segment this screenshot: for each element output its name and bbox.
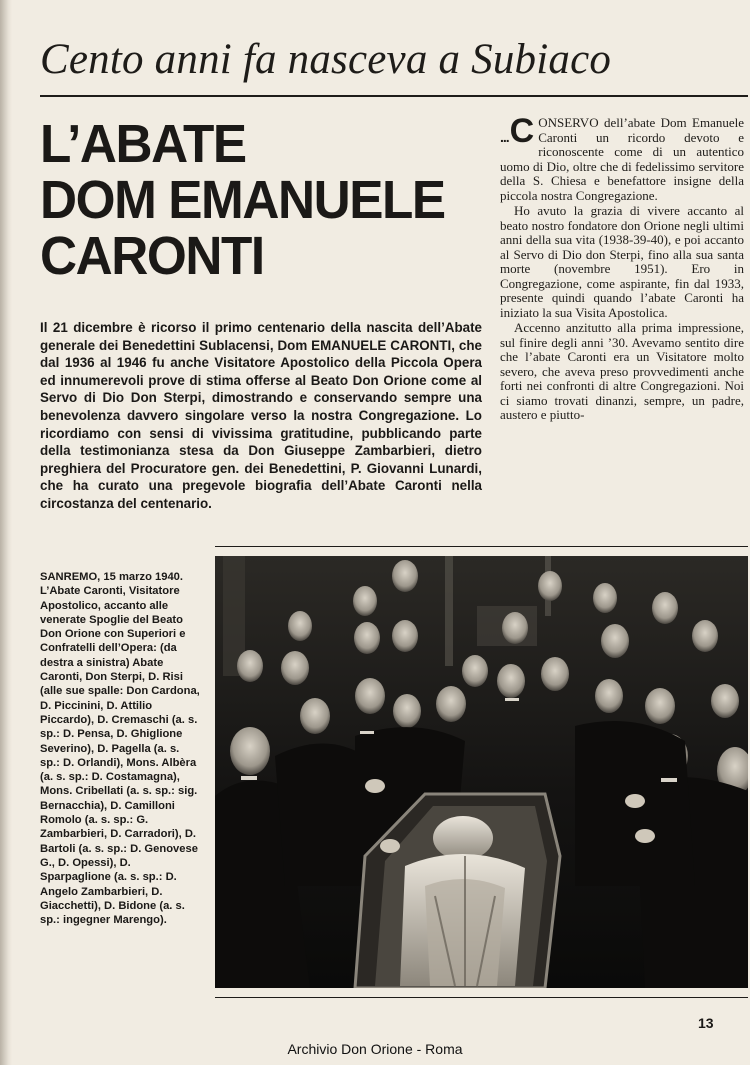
page-number: 13 xyxy=(698,1015,714,1031)
article-paragraph-1-text: ONSERVO dell’abate Dom Emanuele Caronti un ricordo devoto e riconoscente come di un autentico uomo di Dio, oltre che di fedelissimo servitore della S. Chiesa e benefattore insigne della piccola nostra Congregazione. xyxy=(500,115,744,203)
article-paragraph-2: Ho avuto la grazia di vivere accanto al beato nostro fondatore don Orione negli ultimi anni della sua vita (1938-39-40), e poi accanto al Servo di Dio don Sterpi, fino alla sua santa morte (novembre 1951). Ero in Congregazione, come aspirante, fin dal 1933, presente quindi quando l’abate Caronti ha iniziato la sua Visita Apostolica. xyxy=(500,203,744,320)
header-rule xyxy=(40,95,748,97)
binding-shadow xyxy=(0,0,12,1065)
photo-bottom-rule xyxy=(215,997,748,998)
article-paragraph-3: Accenno anzitutto alla prima impressione, sul finire degli anni ’30. Avevamo sentito dire che l’abate Caronti era un Visitatore molto severo, che aveva preso provvedimenti anche forti nei confronti di altre Congregazioni. Noi ci siamo trovati dinanzi, sempre, un padre, austero e piutto- xyxy=(500,320,744,422)
article-paragraph-1 xyxy=(500,112,744,203)
headline-line-3: CARONTI xyxy=(40,226,264,286)
archive-footer: Archivio Don Orione - Roma xyxy=(287,1041,463,1057)
drop-cap xyxy=(500,112,535,150)
headline xyxy=(40,116,468,284)
drop-cap-dots: ... xyxy=(500,129,509,145)
lede-paragraph: Il 21 dicembre è ricorso il primo centenario della nascita dell’Abate generale dei Benedettini Sublacensi, Dom EMANUELE CARONTI, che dal 1936 al 1946 fu anche Visitatore Apostolico della Piccola Opera ed innumerevoli prove di stima offerse al Beato Don Orione come al Servo di Dio Don Sterpi, dimostrando e conservando sempre una benevolenza davvero singolare verso la nostra Congregazione. Lo ricordiamo con sensi di vivissima gratitudine, pubblicando parte della testimonianza stesa da Don Giuseppe Zambarbieri, dietro preghiera del Procuratore gen. dei Benedettini, P. Giovanni Lunardi, che ha curato una pregevole biografia dell’Abate Caronti nella circostanza del centenario. xyxy=(40,320,482,511)
drop-cap-letter: C xyxy=(509,112,535,150)
photo-top-rule xyxy=(215,546,748,547)
photo-illustration xyxy=(215,556,748,988)
headline-line-1: L’ABATE xyxy=(40,114,246,174)
photograph xyxy=(215,556,748,988)
photo-caption: SANREMO, 15 marzo 1940. L’Abate Caronti, Visitatore Apostolico, accanto alle venerate Spoglie del Beato Don Orione con Superiori e Confratelli dell’Opera: (da destra a sinistra) Abate Caronti, Don Sterpi, D. Risi (alle sue spalle: Don Cardona, D. Piccinini, D. Attilio Piccardo), D. Cremaschi (a. s. sp.: D. Pensa, D. Ghiglione Severino), D. Pagella (a. s. sp.: D. Orlandi), Mons. Albèra (a. s. sp.: D. Costamagna), Mons. Cribellati (a. s. sp.: sig. Bernacchia), D. Camilloni Romolo (a. s. sp.: G. Zambarbieri, D. Carradori), D. Bartoli (a. s. sp.: D. Genovese G., D. Opessi), D. Sparpaglione (a. s. sp.: D. Angelo Zambarbieri, D. Giacchetti), D. Bidone (a. s. sp.: ingegner Marengo). xyxy=(40,571,200,927)
kicker-title: Cento anni fa nasceva a Subiaco xyxy=(40,36,612,83)
article-column xyxy=(500,112,744,423)
headline-line-2: DOM EMANUELE xyxy=(40,170,445,230)
